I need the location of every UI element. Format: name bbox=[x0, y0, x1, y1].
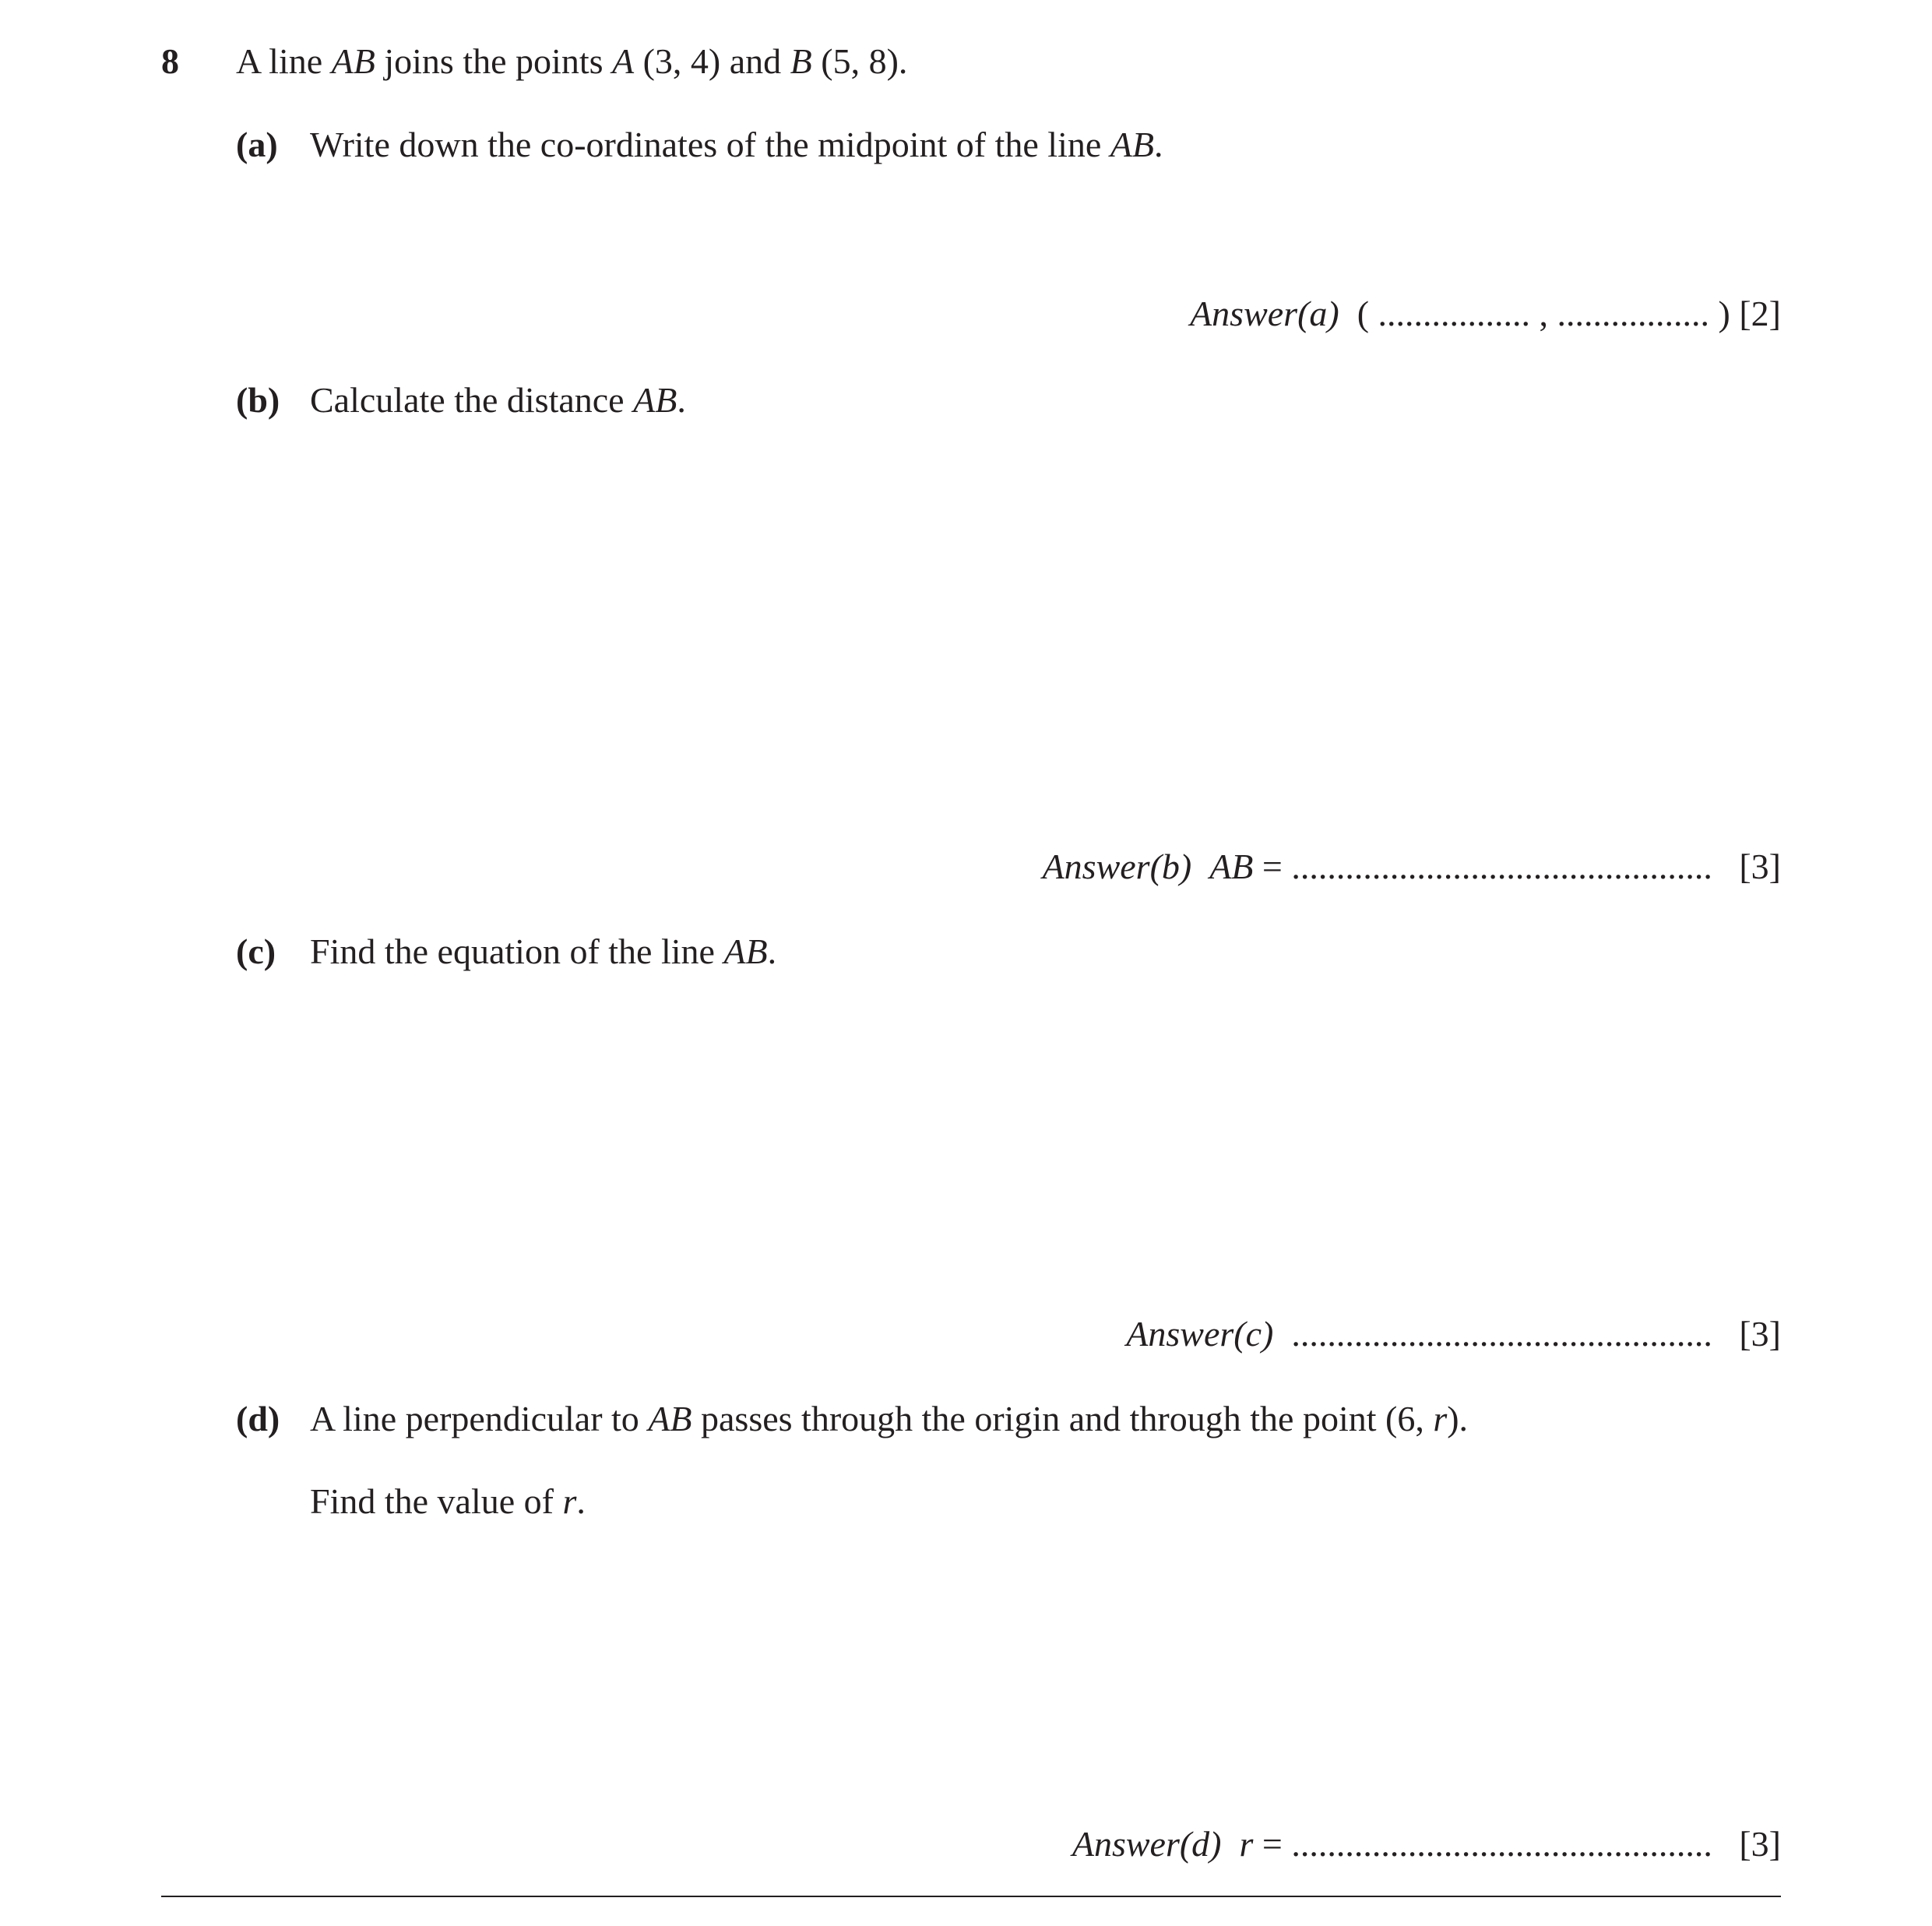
part-a-text bbox=[310, 127, 1163, 163]
part-d-line2 bbox=[310, 1481, 586, 1521]
answer-d-label: Answer(d) bbox=[1072, 1824, 1222, 1864]
part-b-ab: AB bbox=[633, 380, 677, 420]
part-d-ab: AB bbox=[648, 1399, 692, 1438]
part-c-text bbox=[310, 931, 777, 971]
part-b-label: (b) bbox=[236, 380, 280, 420]
part-b-text-1: Calculate the distance bbox=[310, 380, 634, 420]
answer-a-label: Answer(a) bbox=[1190, 294, 1339, 333]
part-b-text bbox=[310, 382, 686, 418]
part-d-line2-end: . bbox=[576, 1481, 586, 1521]
answer-d-equals: = bbox=[1262, 1824, 1283, 1864]
part-c-text-1: Find the equation of the line bbox=[310, 931, 724, 971]
part-c-label: (c) bbox=[236, 931, 276, 971]
answer-a-open-paren: ( bbox=[1357, 294, 1370, 333]
stem-text-2: joins the points bbox=[375, 41, 612, 81]
stem-text-4: (5, 8). bbox=[811, 41, 908, 81]
answer-a-comma: , bbox=[1539, 294, 1549, 333]
question-stem bbox=[236, 41, 908, 81]
answer-b-equals: = bbox=[1262, 847, 1283, 886]
answer-b-line bbox=[1043, 849, 1781, 885]
part-c-text-2: . bbox=[767, 931, 777, 971]
answer-d-var: r bbox=[1239, 1824, 1254, 1864]
answer-c-line bbox=[1126, 1316, 1781, 1352]
part-c-ab: AB bbox=[723, 931, 768, 971]
answer-a-marks: [2] bbox=[1739, 294, 1781, 333]
stem-text-1: A line bbox=[236, 41, 332, 81]
answer-b-label: Answer(b) bbox=[1042, 847, 1192, 886]
answer-a-line bbox=[1190, 296, 1781, 332]
answer-d-line bbox=[1072, 1826, 1781, 1862]
stem-point-a: A bbox=[612, 41, 635, 81]
bottom-rule bbox=[161, 1896, 1781, 1897]
answer-b-var: AB bbox=[1209, 847, 1254, 886]
part-a-text-1: Write down the co-ordinates of the midpoint of the line bbox=[310, 125, 1110, 164]
part-d-line2-r: r bbox=[562, 1481, 577, 1521]
answer-c-dots[interactable]: ............................................... bbox=[1291, 1314, 1712, 1354]
part-a-text-2: . bbox=[1153, 125, 1163, 164]
answer-a-dots-x[interactable]: ................. bbox=[1378, 294, 1531, 333]
part-b-text-2: . bbox=[677, 380, 686, 420]
stem-ab: AB bbox=[331, 41, 375, 81]
answer-c-marks: [3] bbox=[1739, 1314, 1781, 1354]
stem-point-b: B bbox=[790, 41, 812, 81]
part-d-text-2: passes through the origin and through the point (6, bbox=[692, 1399, 1434, 1438]
part-d-text bbox=[310, 1401, 1468, 1437]
part-a-ab: AB bbox=[1110, 125, 1154, 164]
part-d-r: r bbox=[1433, 1399, 1448, 1438]
answer-a-close-paren: ) bbox=[1718, 294, 1730, 333]
part-d-line2-text: Find the value of bbox=[310, 1481, 563, 1521]
answer-b-marks: [3] bbox=[1739, 847, 1781, 886]
part-d-text-1: A line perpendicular to bbox=[310, 1399, 649, 1438]
answer-c-label: Answer(c) bbox=[1126, 1314, 1274, 1354]
part-d-label: (d) bbox=[236, 1399, 280, 1438]
answer-a-dots-y[interactable]: ................. bbox=[1557, 294, 1710, 333]
answer-d-marks: [3] bbox=[1739, 1824, 1781, 1864]
answer-b-dots[interactable]: ............................................... bbox=[1291, 847, 1712, 886]
part-a-label: (a) bbox=[236, 125, 278, 164]
answer-d-dots[interactable]: ............................................... bbox=[1291, 1824, 1712, 1864]
question-number: 8 bbox=[161, 41, 179, 81]
stem-text-3: (3, 4) and bbox=[634, 41, 790, 81]
part-d-text-3: ). bbox=[1447, 1399, 1469, 1438]
